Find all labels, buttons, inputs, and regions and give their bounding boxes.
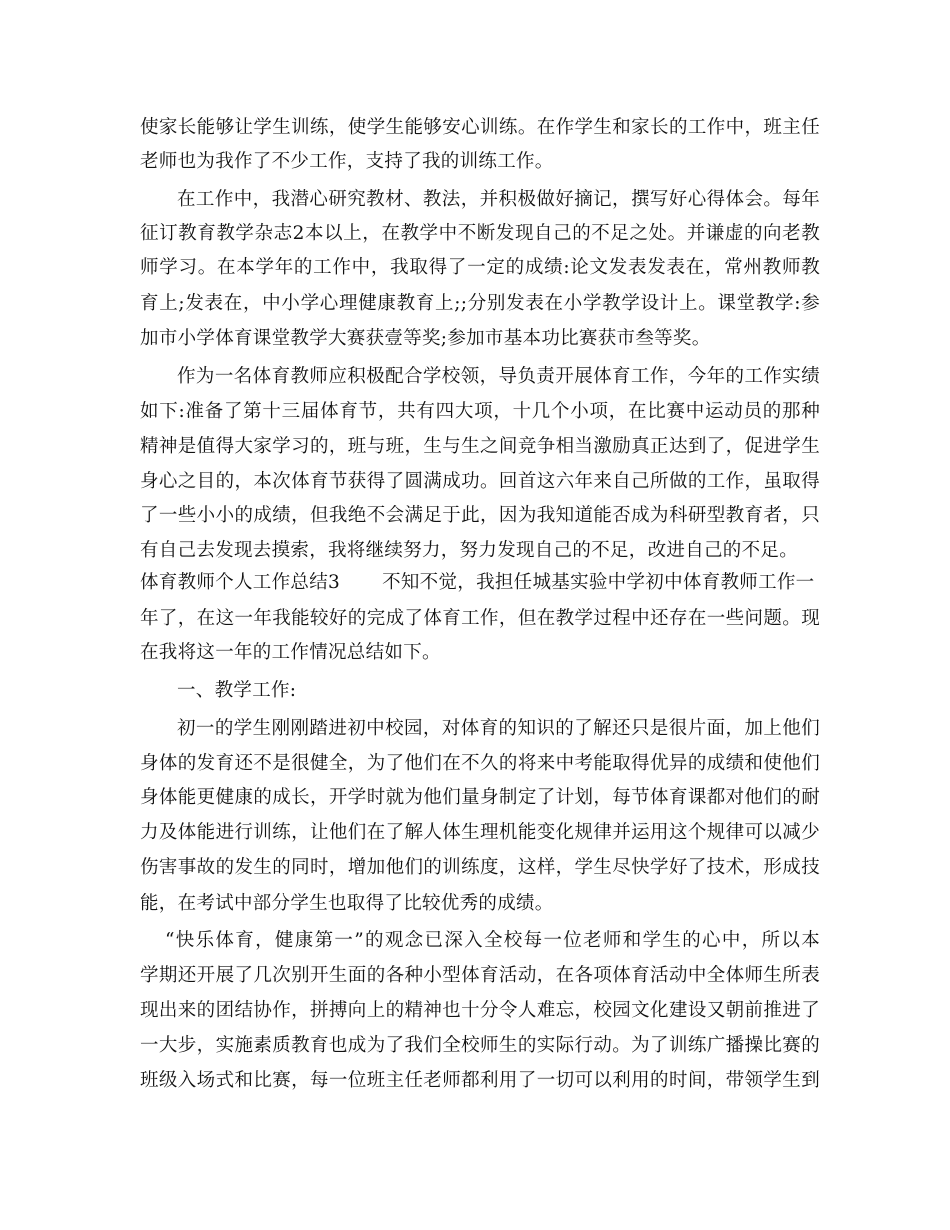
paragraph-line: 一大步，实施素质教育也成为了我们全校师生的实际行动。为了训练广播操比赛的 — [140, 1035, 820, 1056]
paragraph-line: 如下:准备了第十三届体育节，共有四大项，十几个小项，在比赛中运动员的那种 — [140, 401, 820, 422]
paragraph-line: 年了，在这一年我能较好的完成了体育工作，但在教学过程中还存在一些问题。现 — [140, 608, 820, 629]
paragraph-line: 在我将这一年的工作情况总结如下。 — [140, 642, 441, 663]
paragraph-line: 在工作中，我潜心研究教材、教法，并积极做好摘记，撰写好心得体会。每年 — [177, 189, 820, 210]
paragraph-line: 现出来的团结协作，拼搏向上的精神也十分令人难忘，校园文化建设又朝前推进了 — [140, 1000, 820, 1021]
paragraph-line: 征订教育教学杂志2本以上，在教学中不断发现自己的不足之处。并谦虚的向老教 — [140, 223, 820, 244]
paragraph-line: 师学习。在本学年的工作中，我取得了一定的成绩:论文发表发表在，常州教师教 — [140, 257, 820, 278]
section-heading-line — [140, 567, 820, 599]
paragraph-line: 使家长能够让学生训练，使学生能够安心训练。在作学生和家长的工作中，班主任 — [140, 117, 820, 138]
paragraph-line: 有自己去发现去摸索，我将继续努力，努力发现自己的不足，改进自己的不足。 — [140, 540, 799, 561]
paragraph-line: 能，在考试中部分学生也取得了比较优秀的成绩。 — [140, 893, 554, 914]
paragraph-line: 加市小学体育课堂教学大赛获壹等奖;参加市基本功比赛获市叁等奖。 — [140, 328, 711, 349]
paragraph-line: 班级入场式和比赛，每一位班主任老师都利用了一切可以利用的时间，带领学生到 — [140, 1070, 820, 1091]
paragraph-line: 育上;发表在，中小学心理健康教育上;;分别发表在小学教学设计上。课堂教学:参 — [140, 293, 820, 314]
paragraph-line: 身体能更健康的成长，开学时就为他们量身制定了计划，每节体育课都对他们的耐 — [140, 787, 820, 808]
paragraph-line: 了一些小小的成绩，但我绝不会满足于此，因为我知道能否成为科研型教育者，只 — [140, 505, 820, 526]
paragraph-line: 身心之目的，本次体育节获得了圆满成功。回首这六年来自己所做的工作，虽取得 — [140, 471, 820, 492]
paragraph-line: 学期还开展了几次别开生面的各种小型体育活动，在各项体育活动中全体师生所表 — [140, 965, 820, 986]
paragraph-line: 老师也为我作了不少工作，支持了我的训练工作。 — [140, 151, 554, 172]
subsection-heading: 一、教学工作: — [177, 680, 297, 701]
paragraph-line: “快乐体育，健康第一”的观念已深入全校每一位老师和学生的心中，所以本 — [165, 930, 820, 951]
paragraph-line: 作为一名体育教师应积极配合学校领，导负责开展体育工作，今年的工作实绩 — [177, 366, 820, 387]
paragraph-line: 初一的学生刚刚踏进初中校园，对体育的知识的了解还只是很片面，加上他们 — [177, 718, 820, 739]
paragraph-line: 精神是值得大家学习的，班与班，生与生之间竞争相当激励真正达到了，促进学生 — [140, 436, 820, 457]
paragraph-line: 身体的发育还不是很健全，为了他们在不久的将来中考能取得优异的成绩和使他们 — [140, 753, 820, 774]
paragraph-line: 伤害事故的发生的同时，增加他们的训练度，这样，学生尽快学好了技术，形成技 — [140, 857, 820, 878]
section-title: 体育教师个人工作总结3 — [140, 572, 341, 593]
section-intro: 不知不觉，我担任城基实验中学初中体育教师工作一 — [382, 572, 815, 593]
paragraph-line: 力及体能进行训练，让他们在了解人体生理机能变化规律并运用这个规律可以减少 — [140, 822, 820, 843]
